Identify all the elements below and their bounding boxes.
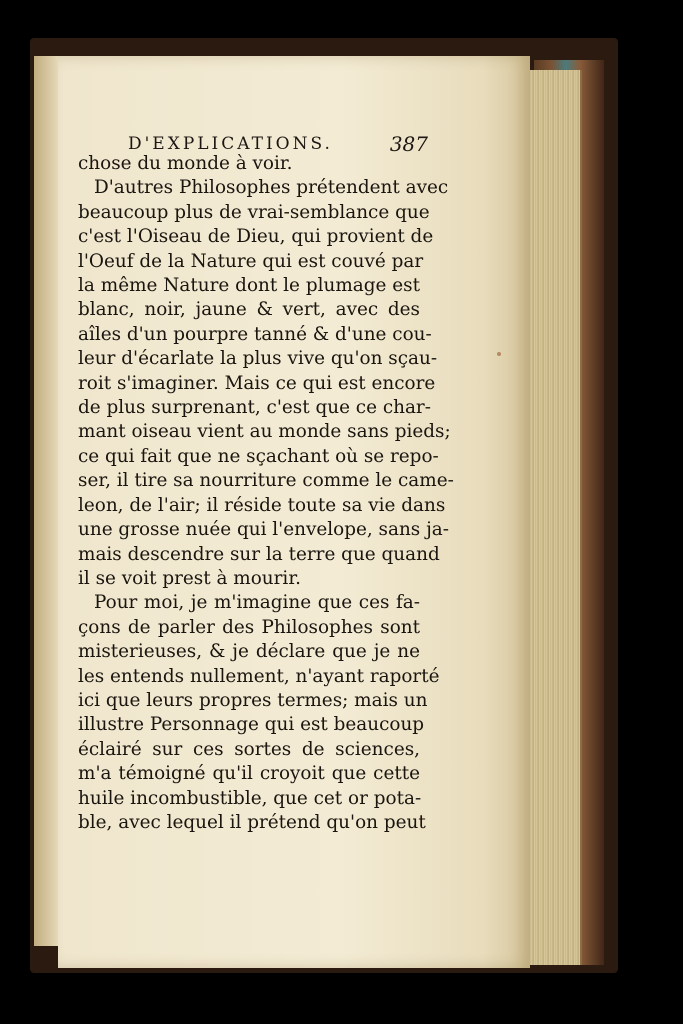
text-line: misterieuses, & je déclare que je ne [78,641,420,663]
text-line: roit s'imaginer. Mais ce qui est encore [78,372,436,394]
text-line: beaucoup plus de vrai-semblance que [78,201,430,223]
text-line: çons de parler des Philosophes sont [78,616,420,638]
text-line: les entends nullement, n'ayant raporté [78,665,440,687]
text-line: ici que leurs propres termes; mais un [78,689,428,711]
left-page-edge [34,56,60,946]
text-line: c'est l'Oiseau de Dieu, qui provient de [78,226,434,248]
text-line: leon, de l'air; il réside toute sa vie dans [78,494,446,516]
running-title: D'EXPLICATIONS. [128,134,333,154]
text-line: chose du monde à voir. [78,153,293,174]
text-line: ble, avec lequel il prétend qu'on peut [78,811,426,833]
text-line: huile incombustible, que cet or pota- [78,787,422,809]
text-line: D'autres Philosophes prétendent avec [94,177,449,199]
text-line: aîles d'un pourpre tanné & d'une cou- [78,323,432,345]
text-line: illustre Personnage qui est beaucoup [78,714,425,736]
text-line: m'a témoigné qu'il croyoit que cette [78,763,420,785]
text-line: une grosse nuée qui l'envelope, sans ja- [78,519,449,541]
text-line: blanc, noir, jaune & vert, avec des [78,299,420,321]
page-number: 387 [389,132,428,156]
text-line: mant oiseau vient au monde sans pieds; [78,421,451,443]
text-line: mais descendre sur la terre que quand [78,543,440,565]
text-line: leur d'écarlate la plus vive qu'on sçau- [78,348,438,370]
text-line: ce qui fait que ne sçachant où se repo- [78,445,439,467]
text-line: de plus surprenant, c'est que ce char- [78,397,431,419]
text-line: ser, il tire sa nourriture comme le came- [78,470,454,492]
page-body-text [78,152,454,835]
text-line: éclairé sur ces sortes de sciences, [78,738,420,760]
paper-speck [497,352,501,356]
text-line: l'Oeuf de la Nature qui est couvé par [78,250,424,272]
text-line: la même Nature dont le plumage est [78,275,420,297]
text-line: Pour moi, je m'imagine que ces fa- [94,592,420,614]
text-line: il se voit prest à mourir. [78,567,301,589]
